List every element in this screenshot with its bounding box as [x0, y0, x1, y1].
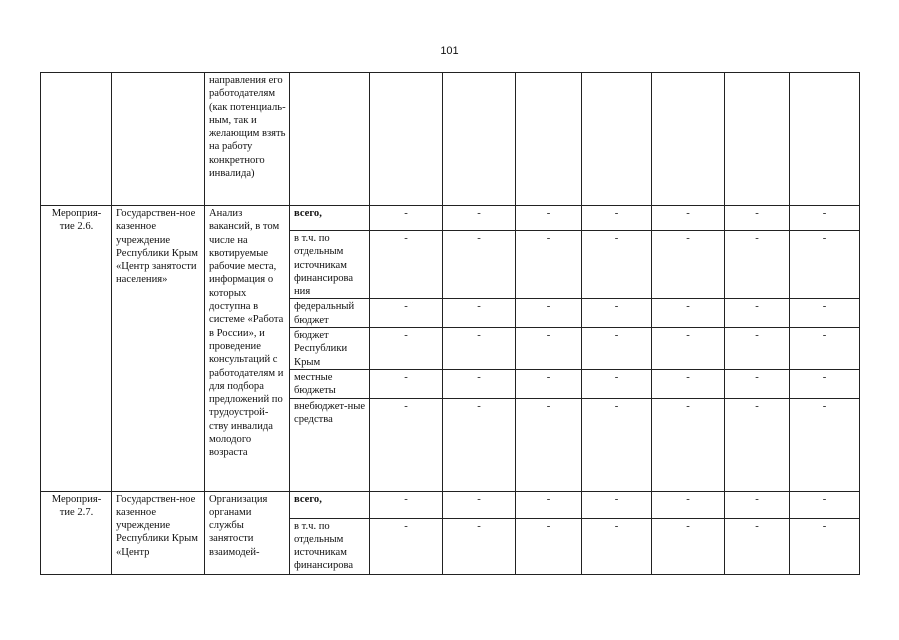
value-cell: -: [582, 231, 652, 299]
value-cell: -: [370, 491, 443, 518]
value-cell: -: [725, 231, 790, 299]
measure-number: Мероприя-тие 2.6.: [41, 206, 112, 492]
value-cell: -: [370, 206, 443, 231]
value-cell: -: [582, 206, 652, 231]
value-cell: -: [516, 299, 582, 328]
value-cell: -: [725, 369, 790, 398]
table-row: [41, 491, 860, 518]
value-cell: [516, 73, 582, 206]
value-cell: -: [582, 491, 652, 518]
value-cell: -: [790, 328, 860, 370]
value-cell: -: [582, 398, 652, 491]
funding-source: в т.ч. по отдельным источникам финансирова ния: [290, 231, 370, 299]
measure-executor: Государствен-ное казенное учреждение Республики Крым «Центр занятости населения»: [112, 206, 205, 492]
value-cell: -: [790, 206, 860, 231]
value-cell: -: [370, 518, 443, 574]
value-cell: -: [652, 369, 725, 398]
value-cell: -: [725, 518, 790, 574]
value-cell: -: [516, 231, 582, 299]
value-cell: -: [582, 518, 652, 574]
value-cell: -: [725, 398, 790, 491]
value-cell: -: [790, 369, 860, 398]
measure-executor: Государствен-ное казенное учреждение Республики Крым «Центр: [112, 491, 205, 574]
value-cell: -: [652, 398, 725, 491]
funding-source: местные бюджеты: [290, 369, 370, 398]
value-cell: -: [725, 328, 790, 370]
value-cell: -: [725, 491, 790, 518]
value-cell: [370, 73, 443, 206]
value-cell: [652, 73, 725, 206]
value-cell: -: [725, 206, 790, 231]
value-cell: -: [443, 231, 516, 299]
value-cell: -: [370, 369, 443, 398]
value-cell: -: [516, 398, 582, 491]
value-cell: -: [443, 491, 516, 518]
value-cell: -: [790, 231, 860, 299]
value-cell: -: [443, 398, 516, 491]
value-cell: -: [582, 299, 652, 328]
value-cell: -: [652, 231, 725, 299]
value-cell: -: [370, 398, 443, 491]
page-number: 101: [440, 45, 459, 57]
value-cell: -: [652, 299, 725, 328]
value-cell: -: [443, 299, 516, 328]
value-cell: -: [652, 518, 725, 574]
value-cell: [582, 73, 652, 206]
continuation-description: направления его работодателям (как потенциаль-ным, так и желающим взять на работу конкретного инвалида): [205, 73, 290, 206]
value-cell: -: [790, 398, 860, 491]
value-cell: -: [516, 518, 582, 574]
measure-description: Организация органами службы занятости взаимодей-: [205, 491, 290, 574]
executor-cell: [112, 73, 205, 206]
value-cell: -: [370, 328, 443, 370]
value-cell: -: [652, 491, 725, 518]
value-cell: -: [516, 491, 582, 518]
value-cell: -: [370, 299, 443, 328]
value-cell: -: [652, 206, 725, 231]
funding-source: [290, 518, 370, 574]
value-cell: -: [582, 328, 652, 370]
measure-number: Мероприя-тие 2.7.: [41, 491, 112, 574]
value-cell: -: [516, 206, 582, 231]
number-cell: [41, 73, 112, 206]
funding-source: бюджет Республики Крым: [290, 328, 370, 370]
value-cell: -: [370, 231, 443, 299]
value-cell: -: [443, 518, 516, 574]
continuation-row: [41, 73, 860, 206]
value-cell: -: [790, 518, 860, 574]
value-cell: -: [790, 299, 860, 328]
value-cell: -: [443, 206, 516, 231]
value-cell: -: [443, 328, 516, 370]
value-cell: -: [725, 299, 790, 328]
source-cell: [290, 73, 370, 206]
funding-source: внебюджет-ные средства: [290, 398, 370, 491]
value-cell: -: [582, 369, 652, 398]
value-cell: -: [516, 328, 582, 370]
financing-table: [40, 72, 860, 575]
value-cell: [790, 73, 860, 206]
value-cell: -: [443, 369, 516, 398]
value-cell: [725, 73, 790, 206]
funding-source: федеральный бюджет: [290, 299, 370, 328]
value-cell: -: [516, 369, 582, 398]
value-cell: -: [652, 328, 725, 370]
table-row: [41, 206, 860, 231]
funding-source: всего,: [290, 206, 370, 231]
measure-description: Анализ вакансий, в том числе на квотируемые рабочие места, информация о которых доступна в системе «Работа в России», и проведение консультаций с работодателям и для подбора предложений по трудоустрой-ству инвалида молодого возраста: [205, 206, 290, 492]
funding-source: всего,: [290, 491, 370, 518]
funding-source-text: в т.ч. по отдельным источникам финансирова: [294, 520, 354, 572]
value-cell: -: [790, 491, 860, 518]
value-cell: [443, 73, 516, 206]
